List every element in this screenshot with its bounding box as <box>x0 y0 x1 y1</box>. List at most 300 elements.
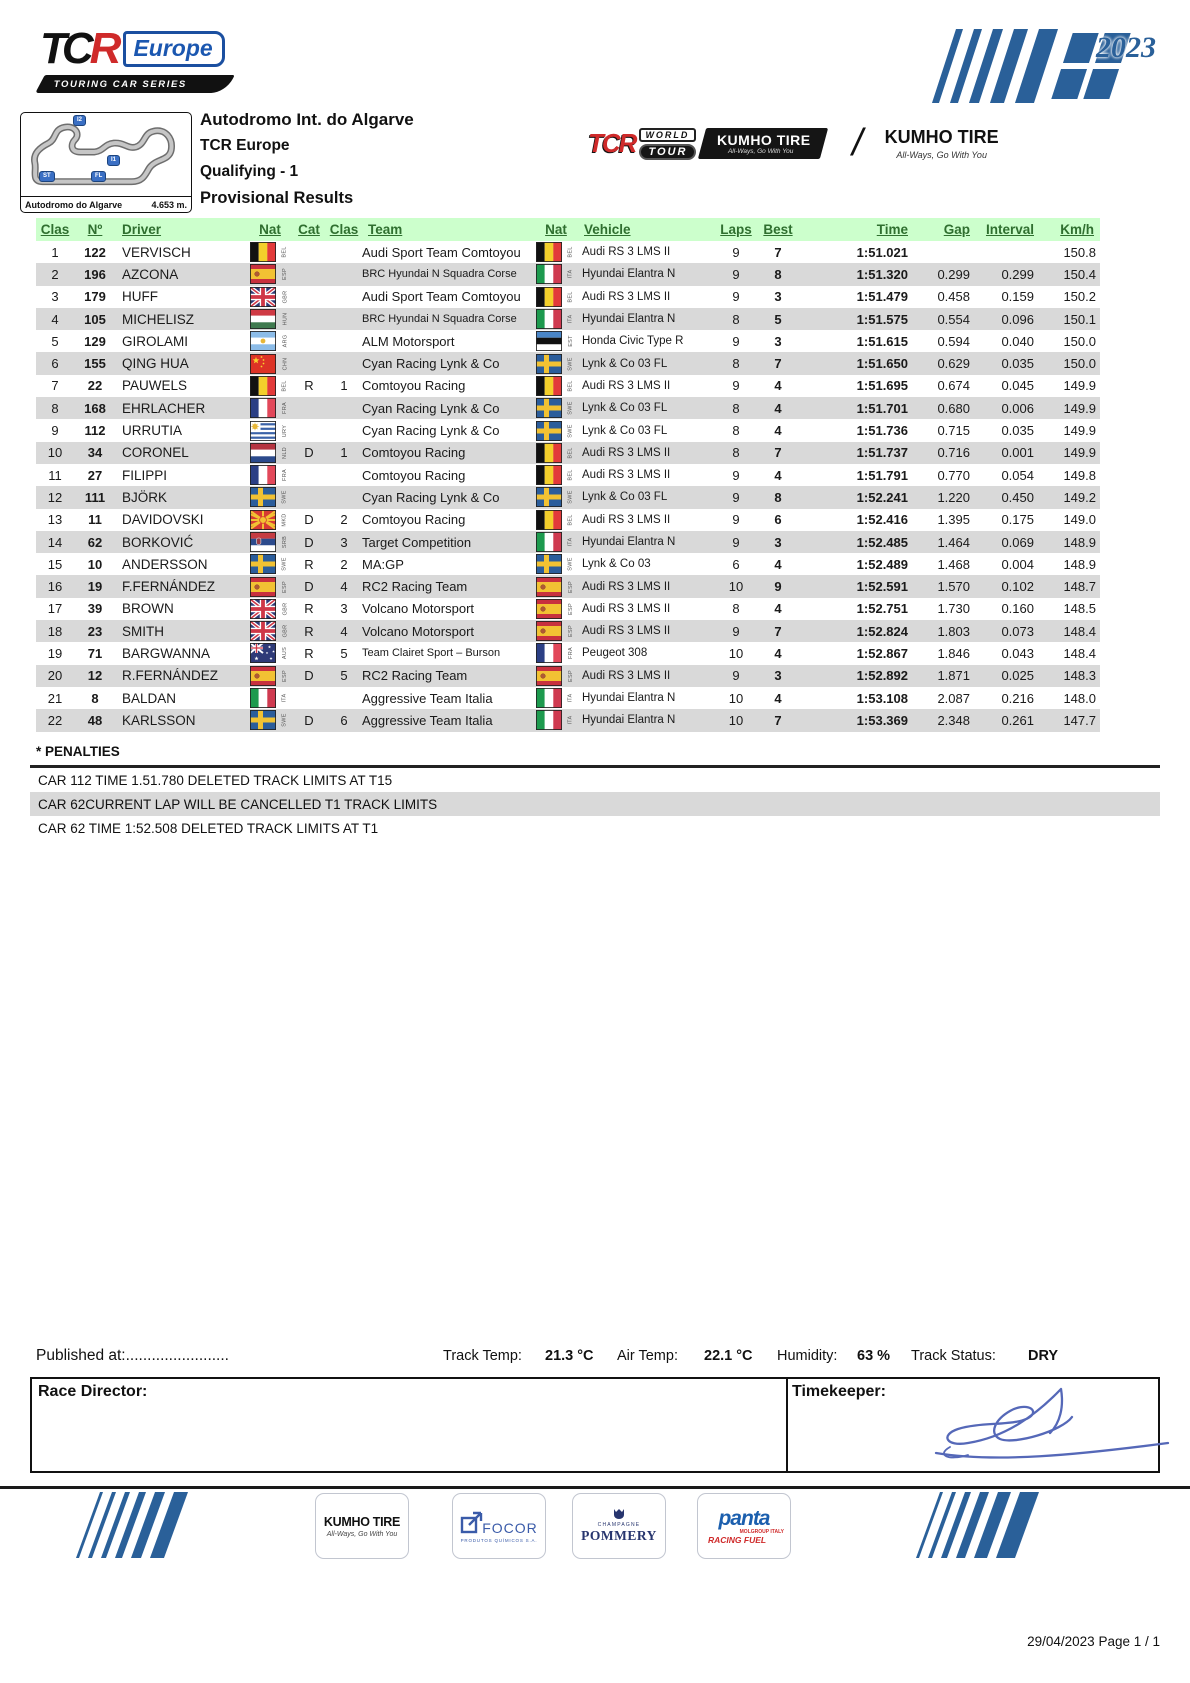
bel-flag-icon <box>534 442 564 464</box>
driver-nat-code <box>278 330 292 352</box>
col-header-team: Team <box>368 222 403 237</box>
nat-code-text: BEL <box>567 291 574 303</box>
interval-cell: 0.450 <box>1001 489 1034 505</box>
nat-code-text: NLD <box>282 446 288 459</box>
gap-cell: 1.395 <box>937 512 970 528</box>
humidity-value: 63 % <box>857 1348 891 1364</box>
category-class-cell: 4 <box>340 623 348 639</box>
vehicle-cell: Hyundai Elantra N <box>582 714 676 727</box>
team-name-cell: Comtoyou Racing <box>362 378 466 394</box>
track-temp-label: Track Temp: <box>443 1348 522 1364</box>
position-cell: 2 <box>51 266 59 282</box>
sponsor-focor-sub: PRODUTOS QUÍMICOS S.A. <box>460 1537 538 1543</box>
interval-cell: 0.069 <box>1001 534 1034 550</box>
esp-flag-icon <box>248 263 278 285</box>
best-lap-cell: 7 <box>774 356 782 372</box>
category-cell: R <box>304 645 314 661</box>
car-number-cell: 8 <box>91 690 99 706</box>
col-header-laps: Laps <box>720 222 752 237</box>
team-nat-code <box>564 330 578 352</box>
table-row <box>36 642 1100 664</box>
race-director-label: Race Director: <box>38 1383 148 1400</box>
team-name-cell: Cyan Racing Lynk & Co <box>362 489 500 505</box>
speed-cell: 148.4 <box>1063 645 1096 661</box>
track-map-label-bar <box>21 196 191 212</box>
air-temp-label: Air Temp: <box>617 1348 678 1364</box>
time-cell: 1:51.791 <box>856 467 908 483</box>
nat-code-text: ESP <box>568 625 574 638</box>
vehicle-cell: Audi RS 3 LMS II <box>582 290 671 303</box>
bel-flag-icon <box>534 286 564 308</box>
position-cell: 9 <box>51 423 59 439</box>
speed-cell: 148.7 <box>1063 579 1096 595</box>
swe-flag-icon <box>534 553 564 575</box>
penalty-item: CAR 112 TIME 1.51.780 DELETED TRACK LIMITS AT T15 <box>30 768 1160 792</box>
table-row <box>36 509 1100 531</box>
interval-cell: 0.001 <box>1001 445 1034 461</box>
driver-nat-code <box>278 308 292 330</box>
driver-nat-code <box>278 397 292 419</box>
world-tour-tcr: TCR <box>588 128 636 158</box>
category-class-cell: 3 <box>340 534 348 550</box>
nat-code-text: CHN <box>281 357 288 371</box>
car-number-cell: 23 <box>87 623 103 639</box>
sponsor-kumho <box>315 1493 409 1559</box>
time-cell: 1:52.591 <box>856 579 908 595</box>
track-map-name: Autodromo do Algarve <box>25 199 123 210</box>
interval-cell: 0.035 <box>1001 356 1034 372</box>
sponsor-pommery-name: POMMERY <box>581 1528 657 1543</box>
table-row <box>36 620 1100 642</box>
position-cell: 4 <box>51 311 59 327</box>
speed-cell: 149.9 <box>1063 445 1096 461</box>
nat-code-text: HUN <box>281 312 288 326</box>
best-lap-cell: 4 <box>774 690 782 706</box>
nat-code-text: SWE <box>568 423 574 438</box>
nat-code-text: GBR <box>281 624 288 638</box>
sponsor-pommery-champagne: CHAMPAGNE <box>597 1522 641 1528</box>
interval-cell: 0.025 <box>1001 668 1034 684</box>
world-tour-stack <box>639 128 696 160</box>
speed-cell: 150.1 <box>1063 311 1096 327</box>
driver-nat-code <box>278 509 292 531</box>
gap-cell: 0.680 <box>937 400 970 416</box>
nat-code-text: SWE <box>568 490 574 505</box>
nat-code-text: EST <box>567 335 574 348</box>
interval-cell: 0.159 <box>1001 289 1034 305</box>
gap-cell: 0.458 <box>937 289 970 305</box>
hun-flag-icon <box>248 308 278 330</box>
vehicle-cell: Hyundai Elantra N <box>582 313 676 326</box>
driver-name-cell: R.FERNÁNDEZ <box>122 668 219 684</box>
speed-cell: 148.9 <box>1063 534 1096 550</box>
footer-slashes-left <box>88 1492 185 1558</box>
category-cell: D <box>304 445 314 461</box>
driver-name-cell: BALDAN <box>122 690 177 706</box>
vehicle-cell: Hyundai Elantra N <box>582 536 676 548</box>
timekeeper-signature <box>876 1381 1176 1471</box>
interval-cell: 0.035 <box>1001 423 1034 439</box>
best-lap-cell: 4 <box>774 400 782 416</box>
laps-cell: 6 <box>732 556 740 572</box>
team-name-cell: RC2 Racing Team <box>362 579 468 595</box>
interval-cell: 0.006 <box>1001 400 1034 416</box>
category-cell: D <box>304 512 314 528</box>
race-director-box <box>30 1377 788 1473</box>
team-nat-code <box>564 442 578 464</box>
team-nat-code <box>564 642 578 664</box>
best-lap-cell: 4 <box>774 467 782 483</box>
fra-flag-icon <box>248 464 278 486</box>
gap-cell: 1.846 <box>937 645 970 661</box>
nat-code-text: ITA <box>568 537 574 547</box>
speed-cell: 150.0 <box>1063 333 1096 349</box>
driver-nat-code <box>278 598 292 620</box>
team-name-cell: Audi Sport Team Comtoyou <box>362 244 521 260</box>
laps-cell: 9 <box>732 512 740 528</box>
esp-flag-icon <box>248 665 278 687</box>
time-cell: 1:52.892 <box>856 668 908 684</box>
driver-name-cell: HUFF <box>122 289 158 305</box>
sponsor-panta <box>697 1493 791 1559</box>
track-temp-value: 21.3 °C <box>545 1348 594 1364</box>
laps-cell: 9 <box>732 668 740 684</box>
position-cell: 1 <box>51 244 59 260</box>
page-info: 29/04/2023 Page 1 / 1 <box>1027 1634 1160 1649</box>
best-lap-cell: 6 <box>774 512 782 528</box>
position-cell: 18 <box>47 623 63 639</box>
car-number-cell: 155 <box>84 356 106 372</box>
speed-cell: 149.9 <box>1063 423 1096 439</box>
speed-cell: 149.8 <box>1063 467 1096 483</box>
col-header-vehicle: Vehicle <box>584 222 631 237</box>
car-number-cell: 48 <box>87 712 103 728</box>
world-tour-tour: TOUR <box>639 144 696 160</box>
gap-cell: 1.220 <box>937 489 970 505</box>
interval-cell: 0.160 <box>1001 601 1034 617</box>
nat-code-text: ITA <box>568 715 574 725</box>
vehicle-cell: Lynk & Co 03 FL <box>582 402 668 415</box>
laps-cell: 10 <box>728 690 744 706</box>
best-lap-cell: 4 <box>774 556 782 572</box>
nat-code-text: AUS <box>282 647 288 660</box>
nat-code-text: SWE <box>282 490 288 505</box>
car-number-cell: 19 <box>87 579 103 595</box>
time-cell: 1:53.108 <box>856 690 908 706</box>
team-nat-code <box>564 419 578 441</box>
driver-nat-code <box>278 531 292 553</box>
best-lap-cell: 4 <box>774 601 782 617</box>
best-lap-cell: 9 <box>774 579 782 595</box>
tcr-logo-europe: Europe <box>123 31 224 67</box>
table-row <box>36 330 1100 352</box>
col-header-interval: Interval <box>985 222 1034 237</box>
driver-name-cell: BORKOVIĆ <box>122 534 194 550</box>
nat-code-text: ESP <box>282 268 288 281</box>
world-tour-kumho-name: KUMHO TIRE <box>717 132 812 148</box>
swe-flag-icon <box>534 397 564 419</box>
time-cell: 1:51.736 <box>856 423 908 439</box>
time-cell: 1:52.485 <box>856 534 908 550</box>
driver-nat-code <box>278 286 292 308</box>
team-nat-code <box>564 509 578 531</box>
speed-cell: 148.0 <box>1063 690 1096 706</box>
position-cell: 8 <box>51 400 59 416</box>
sponsor-panta-molgroup: MOLGROUP ITALY <box>739 1528 784 1535</box>
category-cell: D <box>304 712 314 728</box>
interval-cell: 0.040 <box>1001 333 1034 349</box>
sponsor-focor-name: FOCOR <box>482 1519 538 1536</box>
driver-nat-code <box>278 709 292 731</box>
team-name-cell: RC2 Racing Team <box>362 668 468 684</box>
position-cell: 7 <box>51 378 59 394</box>
driver-nat-code <box>278 241 292 263</box>
nat-code-text: SRB <box>282 535 288 549</box>
laps-cell: 9 <box>732 244 740 260</box>
driver-nat-code <box>278 620 292 642</box>
vehicle-cell: Audi RS 3 LMS II <box>582 602 671 615</box>
srb-flag-icon <box>248 531 278 553</box>
team-nat-code <box>564 352 578 374</box>
penalties-list <box>30 768 1160 840</box>
nat-code-text: SWE <box>282 713 288 728</box>
position-cell: 14 <box>47 534 63 550</box>
best-lap-cell: 7 <box>774 712 782 728</box>
team-nat-code <box>564 575 578 597</box>
document-title: Provisional Results <box>200 189 354 207</box>
swe-flag-icon <box>248 486 278 508</box>
block-decoration <box>1051 69 1087 99</box>
table-row <box>36 308 1100 330</box>
best-lap-cell: 7 <box>774 445 782 461</box>
bel-flag-icon <box>248 375 278 397</box>
best-lap-cell: 4 <box>774 378 782 394</box>
map-marker-fl: FL <box>91 171 106 182</box>
time-cell: 1:51.701 <box>856 400 908 416</box>
category-class-cell: 4 <box>340 579 348 595</box>
table-row <box>36 442 1100 464</box>
ita-flag-icon <box>534 263 564 285</box>
map-marker-st: ST <box>39 171 55 182</box>
team-name-cell: Aggressive Team Italia <box>362 690 493 706</box>
col-header-nat-driver: Nat <box>259 222 281 237</box>
bel-flag-icon <box>534 464 564 486</box>
vehicle-cell: Lynk & Co 03 FL <box>582 357 668 370</box>
vehicle-cell: Lynk & Co 03 <box>582 558 651 571</box>
driver-name-cell: ANDERSSON <box>122 556 208 572</box>
team-nat-code <box>564 397 578 419</box>
gap-cell: 0.716 <box>937 445 970 461</box>
vehicle-cell: Hyundai Elantra N <box>582 692 676 705</box>
sponsor-panta-sub: RACING FUEL <box>708 1534 767 1545</box>
team-nat-code <box>564 286 578 308</box>
time-cell: 1:51.615 <box>856 333 908 349</box>
team-nat-code <box>564 620 578 642</box>
gap-cell: 0.629 <box>937 356 970 372</box>
team-name-cell: Team Clairet Sport – Burson <box>362 647 501 660</box>
col-header-number: Nº <box>87 222 103 237</box>
track-status-label: Track Status: <box>911 1348 996 1364</box>
gap-cell: 1.803 <box>937 623 970 639</box>
best-lap-cell: 7 <box>774 244 782 260</box>
car-number-cell: 196 <box>84 266 106 282</box>
esp-flag-icon <box>534 575 564 597</box>
position-cell: 11 <box>48 467 62 483</box>
team-name-cell: Aggressive Team Italia <box>362 712 493 728</box>
sponsor-focor-row <box>460 1510 538 1536</box>
best-lap-cell: 3 <box>774 333 782 349</box>
block-decoration <box>1083 69 1119 99</box>
category-class-cell: 6 <box>340 712 348 728</box>
car-number-cell: 27 <box>87 467 103 483</box>
nat-code-text: BEL <box>567 447 574 459</box>
tcr-europe-logo <box>40 26 240 100</box>
track-map <box>20 112 192 213</box>
team-nat-code <box>564 553 578 575</box>
nat-code-text: BEL <box>281 380 288 392</box>
laps-cell: 9 <box>732 289 740 305</box>
driver-nat-code <box>278 553 292 575</box>
laps-cell: 8 <box>732 601 740 617</box>
best-lap-cell: 3 <box>774 534 782 550</box>
gbr-flag-icon <box>248 620 278 642</box>
speed-cell: 148.5 <box>1063 601 1096 617</box>
nat-code-text: ESP <box>568 580 574 593</box>
team-name-cell: Comtoyou Racing <box>362 512 466 528</box>
best-lap-cell: 8 <box>774 489 782 505</box>
driver-name-cell: FILIPPI <box>122 467 168 483</box>
vehicle-cell: Audi RS 3 LMS II <box>582 246 671 259</box>
driver-name-cell: CORONEL <box>122 445 189 461</box>
driver-nat-code <box>278 375 292 397</box>
tcr-logo-tagline: TOURING CAR SERIES <box>54 78 188 90</box>
laps-cell: 9 <box>732 623 740 639</box>
tcr-world-tour-logo <box>588 128 696 160</box>
world-tour-kumho-tagline: All-Ways, Go With You <box>728 148 794 155</box>
nat-code-text: ITA <box>568 269 574 279</box>
penalties-title: * PENALTIES <box>36 744 120 759</box>
table-row <box>36 419 1100 441</box>
interval-cell: 0.073 <box>1001 623 1034 639</box>
laps-cell: 10 <box>728 579 744 595</box>
nat-code-text: SWE <box>568 356 574 371</box>
time-cell: 1:52.824 <box>856 623 908 639</box>
best-lap-cell: 5 <box>774 311 782 327</box>
nat-code-text: ITA <box>568 314 574 324</box>
interval-cell: 0.216 <box>1001 690 1034 706</box>
mkd-flag-icon <box>248 509 278 531</box>
published-at: Published at:........................ <box>36 1347 229 1364</box>
nat-code-text: ESP <box>282 669 288 682</box>
laps-cell: 10 <box>728 645 744 661</box>
driver-name-cell: GIROLAMI <box>122 333 189 349</box>
bel-flag-icon <box>534 509 564 531</box>
car-number-cell: 62 <box>87 534 103 550</box>
table-row <box>36 687 1100 709</box>
penalty-item: CAR 62CURRENT LAP WILL BE CANCELLED T1 TRACK LIMITS <box>30 792 1160 816</box>
laps-cell: 8 <box>732 400 740 416</box>
position-cell: 15 <box>47 556 63 572</box>
humidity-label: Humidity: <box>777 1348 838 1364</box>
speed-cell: 148.3 <box>1063 668 1096 684</box>
tcr-europe-logo-text <box>40 26 240 72</box>
session-name: Qualifying - 1 <box>200 163 299 180</box>
esp-flag-icon <box>248 575 278 597</box>
footer-slashes-right <box>928 1492 1036 1558</box>
kumho-tire-logo <box>885 127 999 160</box>
position-cell: 16 <box>47 579 63 595</box>
kumho-tire-tagline: All-Ways, Go With You <box>896 150 987 160</box>
category-cell: D <box>304 579 314 595</box>
sponsor-kumho-name: KUMHO TIRE <box>323 1514 401 1529</box>
fra-flag-icon <box>248 397 278 419</box>
driver-name-cell: AZCONA <box>122 266 179 282</box>
gap-cell: 1.570 <box>937 579 970 595</box>
laps-cell: 8 <box>732 311 740 327</box>
vehicle-cell: Audi RS 3 LMS II <box>582 469 671 482</box>
speed-cell: 149.2 <box>1063 489 1096 505</box>
interval-cell: 0.004 <box>1001 556 1034 572</box>
vehicle-cell: Hyundai Elantra N <box>582 268 676 281</box>
driver-nat-code <box>278 665 292 687</box>
laps-cell: 9 <box>732 378 740 394</box>
table-row <box>36 709 1100 731</box>
gap-cell: 2.087 <box>937 690 970 706</box>
car-number-cell: 71 <box>87 645 103 661</box>
best-lap-cell: 4 <box>774 423 782 439</box>
driver-nat-code <box>278 486 292 508</box>
season-year: 2023 <box>1096 31 1156 64</box>
gap-cell: 0.715 <box>937 423 970 439</box>
vehicle-cell: Audi RS 3 LMS II <box>582 379 671 392</box>
team-name-cell: MA:GP <box>362 556 404 572</box>
team-name-cell: Cyan Racing Lynk & Co <box>362 356 500 372</box>
nat-code-text: GBR <box>281 602 288 616</box>
nat-code-text: BEL <box>567 514 574 526</box>
time-cell: 1:51.021 <box>856 244 908 260</box>
sponsor-panta-name: panta <box>718 1506 770 1530</box>
driver-name-cell: URRUTIA <box>122 423 182 439</box>
footer-divider <box>0 1486 1190 1489</box>
swe-flag-icon <box>534 486 564 508</box>
nat-code-text: ESP <box>568 602 574 615</box>
category-class-cell: 1 <box>340 378 348 394</box>
swe-flag-icon <box>534 352 564 374</box>
vehicle-cell: Audi RS 3 LMS II <box>582 669 671 682</box>
gap-cell: 2.348 <box>937 712 970 728</box>
team-nat-code <box>564 486 578 508</box>
col-header-clas2: Clas <box>329 222 359 237</box>
driver-nat-code <box>278 575 292 597</box>
car-number-cell: 10 <box>87 556 103 572</box>
results-table-header <box>36 218 1100 241</box>
laps-cell: 9 <box>732 489 740 505</box>
table-row <box>36 531 1100 553</box>
speed-cell: 150.4 <box>1063 266 1096 282</box>
col-header-gap: Gap <box>943 222 970 237</box>
driver-name-cell: BROWN <box>122 601 174 617</box>
table-row <box>36 665 1100 687</box>
driver-name-cell: BJÖRK <box>122 489 168 505</box>
interval-cell: 0.102 <box>1001 579 1034 595</box>
category-class-cell: 2 <box>340 512 348 528</box>
nld-flag-icon <box>248 442 278 464</box>
circuit-name: Autodromo Int. do Algarve <box>200 110 414 129</box>
col-header-clas: Clas <box>40 222 70 237</box>
pommery-crest-icon <box>612 1508 626 1520</box>
driver-name-cell: VERVISCH <box>122 244 191 260</box>
series-name: TCR Europe <box>200 137 290 154</box>
